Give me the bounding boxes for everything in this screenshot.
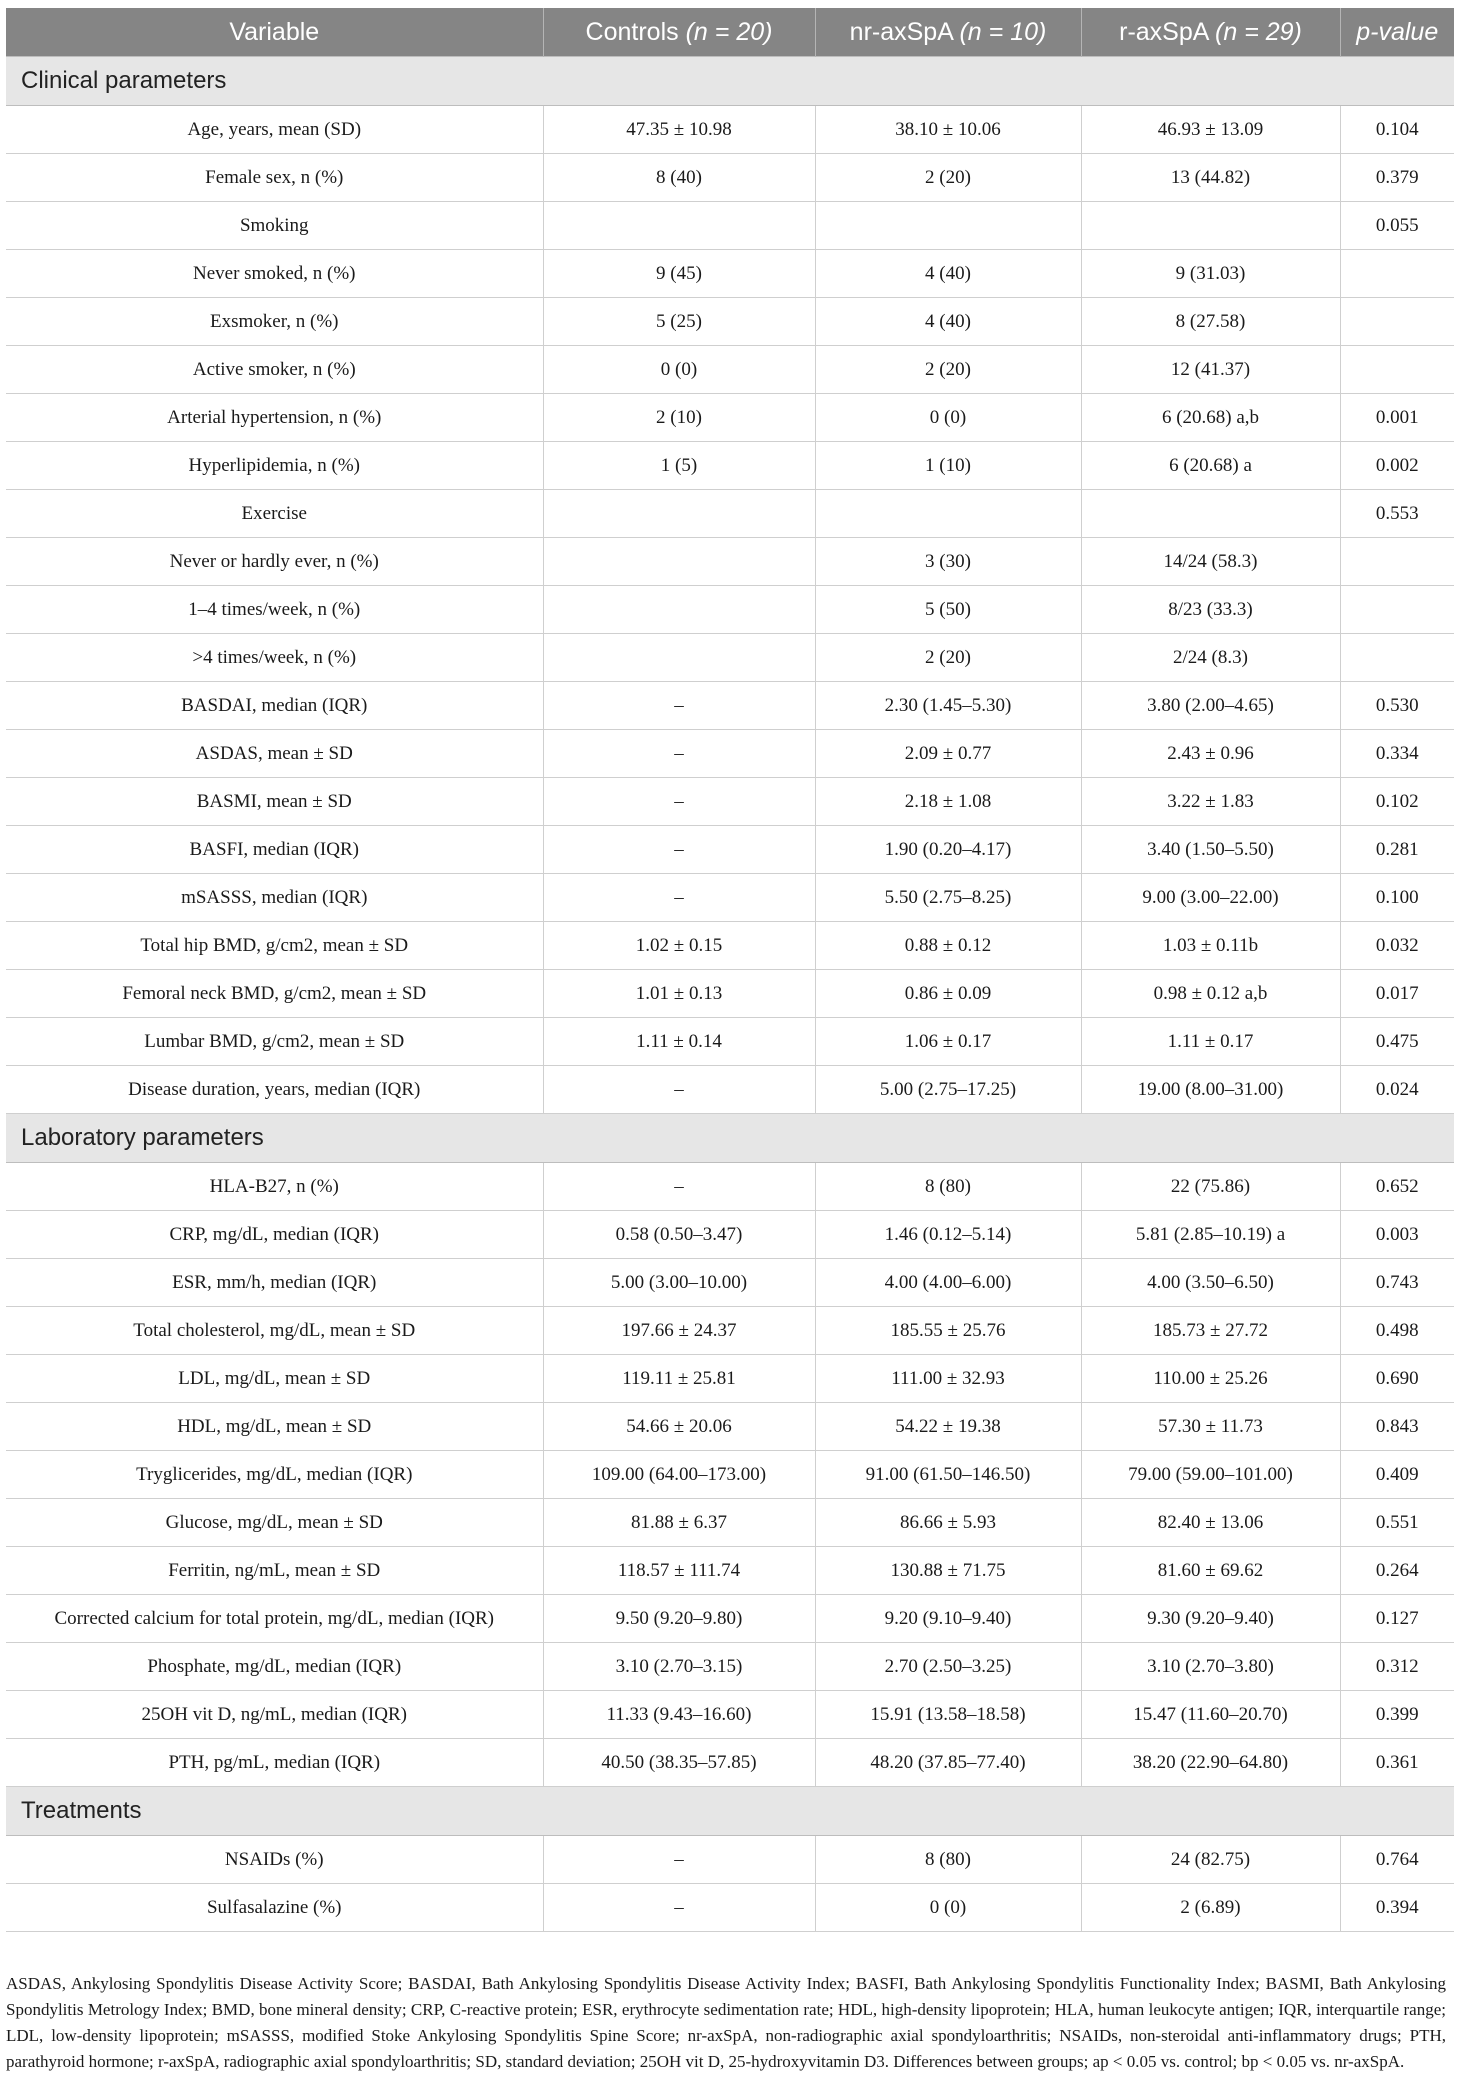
p-value bbox=[1340, 298, 1454, 346]
row-label: Disease duration, years, median (IQR) bbox=[6, 1066, 543, 1114]
nr-axspa-value: 91.00 (61.50–146.50) bbox=[815, 1451, 1081, 1499]
header-p-value: p-value bbox=[1340, 8, 1454, 57]
table-row bbox=[6, 1211, 1454, 1259]
nr-axspa-value: 2 (20) bbox=[815, 634, 1081, 682]
row-label: Sulfasalazine (%) bbox=[6, 1884, 543, 1932]
p-value: 0.551 bbox=[1340, 1499, 1454, 1547]
nr-axspa-value: 86.66 ± 5.93 bbox=[815, 1499, 1081, 1547]
nr-axspa-value: 5.50 (2.75–8.25) bbox=[815, 874, 1081, 922]
nr-axspa-value: 1.46 (0.12–5.14) bbox=[815, 1211, 1081, 1259]
r-axspa-value: 46.93 ± 13.09 bbox=[1081, 106, 1340, 154]
r-axspa-value: 38.20 (22.90–64.80) bbox=[1081, 1739, 1340, 1787]
table-row bbox=[6, 778, 1454, 826]
controls-value: – bbox=[543, 1066, 815, 1114]
r-axspa-value bbox=[1081, 490, 1340, 538]
section-title: Treatments bbox=[6, 1787, 1454, 1836]
row-label: Exsmoker, n (%) bbox=[6, 298, 543, 346]
table-row bbox=[6, 394, 1454, 442]
footnote-abbreviations: ASDAS, Ankylosing Spondylitis Disease Activity Score; BASDAI, Bath Ankylosing Spondylitis Disease Activity Index; BASFI, Bath Ankylosing Spondylitis Functionality Index; BASMI, Bath Ankylosing Spondylitis Metrology Index; BMD, bone mineral density; CRP, C-reactive protein; ESR, erythrocyte sedimentation rate; HDL, high-density lipoprotein; HLA, human leukocyte antigen; IQR, interquartile range; LDL, low-density lipoprotein; mSASSS, modified Stoke Ankylosing Spondylitis Spine Score; nr-axSpA, non-radiographic axial spondyloarthritis; NSAIDs, non-steroidal anti-inflammatory drugs; PTH, parathyroid hormone; r-axSpA, radiographic axial spondyloarthritis; SD, standard deviation; 25OH vit D, 25-hydroxyvitamin D3. bbox=[6, 1974, 1446, 2071]
p-value: 0.843 bbox=[1340, 1403, 1454, 1451]
r-axspa-value: 82.40 ± 13.06 bbox=[1081, 1499, 1340, 1547]
table-row bbox=[6, 538, 1454, 586]
nr-axspa-value: 48.20 (37.85–77.40) bbox=[815, 1739, 1081, 1787]
r-axspa-value bbox=[1081, 202, 1340, 250]
row-label: Glucose, mg/dL, mean ± SD bbox=[6, 1499, 543, 1547]
r-axspa-value: 9 (31.03) bbox=[1081, 250, 1340, 298]
r-axspa-value: 8/23 (33.3) bbox=[1081, 586, 1340, 634]
row-label: Active smoker, n (%) bbox=[6, 346, 543, 394]
nr-axspa-value: 1.90 (0.20–4.17) bbox=[815, 826, 1081, 874]
p-value: 0.001 bbox=[1340, 394, 1454, 442]
table-row bbox=[6, 1643, 1454, 1691]
nr-axspa-value bbox=[815, 202, 1081, 250]
header-nr-label: nr-axSpA bbox=[849, 17, 953, 46]
table-header bbox=[6, 8, 1454, 57]
p-value: 0.690 bbox=[1340, 1355, 1454, 1403]
p-value: 0.024 bbox=[1340, 1066, 1454, 1114]
r-axspa-value: 1.11 ± 0.17 bbox=[1081, 1018, 1340, 1066]
table-row bbox=[6, 586, 1454, 634]
row-label: ASDAS, mean ± SD bbox=[6, 730, 543, 778]
table-row bbox=[6, 1163, 1454, 1211]
row-label: Never or hardly ever, n (%) bbox=[6, 538, 543, 586]
controls-value: 118.57 ± 111.74 bbox=[543, 1547, 815, 1595]
controls-value: – bbox=[543, 1836, 815, 1884]
p-value bbox=[1340, 250, 1454, 298]
controls-value: 81.88 ± 6.37 bbox=[543, 1499, 815, 1547]
p-value: 0.003 bbox=[1340, 1211, 1454, 1259]
r-axspa-value: 2.43 ± 0.96 bbox=[1081, 730, 1340, 778]
header-r-axspa bbox=[1081, 8, 1340, 57]
table-row bbox=[6, 1018, 1454, 1066]
p-value: 0.409 bbox=[1340, 1451, 1454, 1499]
p-value: 0.017 bbox=[1340, 970, 1454, 1018]
row-label: 1–4 times/week, n (%) bbox=[6, 586, 543, 634]
nr-axspa-value: 1.06 ± 0.17 bbox=[815, 1018, 1081, 1066]
table-row bbox=[6, 1499, 1454, 1547]
table-row bbox=[6, 298, 1454, 346]
p-value: 0.530 bbox=[1340, 682, 1454, 730]
row-label: mSASSS, median (IQR) bbox=[6, 874, 543, 922]
p-value: 0.334 bbox=[1340, 730, 1454, 778]
row-label: LDL, mg/dL, mean ± SD bbox=[6, 1355, 543, 1403]
table-row bbox=[6, 442, 1454, 490]
p-value bbox=[1340, 586, 1454, 634]
row-label: >4 times/week, n (%) bbox=[6, 634, 543, 682]
p-value: 0.361 bbox=[1340, 1739, 1454, 1787]
p-value: 0.498 bbox=[1340, 1307, 1454, 1355]
header-controls bbox=[543, 8, 815, 57]
row-label: BASMI, mean ± SD bbox=[6, 778, 543, 826]
r-axspa-value: 24 (82.75) bbox=[1081, 1836, 1340, 1884]
r-axspa-value: 5.81 (2.85–10.19) a bbox=[1081, 1211, 1340, 1259]
table-row bbox=[6, 1884, 1454, 1932]
r-axspa-value: 81.60 ± 69.62 bbox=[1081, 1547, 1340, 1595]
table-row bbox=[6, 874, 1454, 922]
controls-value: – bbox=[543, 1884, 815, 1932]
p-value: 0.475 bbox=[1340, 1018, 1454, 1066]
p-value: 0.032 bbox=[1340, 922, 1454, 970]
section-header bbox=[6, 57, 1454, 106]
table-row bbox=[6, 634, 1454, 682]
header-controls-label: Controls bbox=[585, 17, 679, 46]
controls-value: 1.01 ± 0.13 bbox=[543, 970, 815, 1018]
section-title: Clinical parameters bbox=[6, 57, 1454, 106]
row-label: Femoral neck BMD, g/cm2, mean ± SD bbox=[6, 970, 543, 1018]
p-value: 0.379 bbox=[1340, 154, 1454, 202]
table-row bbox=[6, 1355, 1454, 1403]
table-row bbox=[6, 682, 1454, 730]
table-footnote bbox=[6, 1971, 1446, 2075]
r-axspa-value: 13 (44.82) bbox=[1081, 154, 1340, 202]
r-axspa-value: 57.30 ± 11.73 bbox=[1081, 1403, 1340, 1451]
row-label: Age, years, mean (SD) bbox=[6, 106, 543, 154]
r-axspa-value: 9.00 (3.00–22.00) bbox=[1081, 874, 1340, 922]
section-header bbox=[6, 1114, 1454, 1163]
r-axspa-value: 9.30 (9.20–9.40) bbox=[1081, 1595, 1340, 1643]
p-value: 0.312 bbox=[1340, 1643, 1454, 1691]
row-label: ESR, mm/h, median (IQR) bbox=[6, 1259, 543, 1307]
controls-value: – bbox=[543, 874, 815, 922]
controls-value bbox=[543, 202, 815, 250]
footnote-differences: Differences between groups; ap < 0.05 vs. control; bp < 0.05 vs. nr-axSpA. bbox=[893, 2052, 1405, 2071]
nr-axspa-value: 0.86 ± 0.09 bbox=[815, 970, 1081, 1018]
table-row bbox=[6, 1836, 1454, 1884]
table-row bbox=[6, 202, 1454, 250]
p-value: 0.553 bbox=[1340, 490, 1454, 538]
nr-axspa-value: 4 (40) bbox=[815, 250, 1081, 298]
nr-axspa-value: 2 (20) bbox=[815, 346, 1081, 394]
p-value: 0.264 bbox=[1340, 1547, 1454, 1595]
nr-axspa-value: 2.09 ± 0.77 bbox=[815, 730, 1081, 778]
r-axspa-value: 6 (20.68) a,b bbox=[1081, 394, 1340, 442]
row-label: Total cholesterol, mg/dL, mean ± SD bbox=[6, 1307, 543, 1355]
nr-axspa-value: 2.18 ± 1.08 bbox=[815, 778, 1081, 826]
r-axspa-value: 2 (6.89) bbox=[1081, 1884, 1340, 1932]
row-label: HDL, mg/dL, mean ± SD bbox=[6, 1403, 543, 1451]
row-label: BASFI, median (IQR) bbox=[6, 826, 543, 874]
table-row bbox=[6, 1403, 1454, 1451]
r-axspa-value: 19.00 (8.00–31.00) bbox=[1081, 1066, 1340, 1114]
row-label: 25OH vit D, ng/mL, median (IQR) bbox=[6, 1691, 543, 1739]
table-row bbox=[6, 1547, 1454, 1595]
nr-axspa-value: 130.88 ± 71.75 bbox=[815, 1547, 1081, 1595]
r-axspa-value: 3.80 (2.00–4.65) bbox=[1081, 682, 1340, 730]
row-label: Never smoked, n (%) bbox=[6, 250, 543, 298]
controls-value: 197.66 ± 24.37 bbox=[543, 1307, 815, 1355]
r-axspa-value: 3.10 (2.70–3.80) bbox=[1081, 1643, 1340, 1691]
row-label: Ferritin, ng/mL, mean ± SD bbox=[6, 1547, 543, 1595]
row-label: Corrected calcium for total protein, mg/dL, median (IQR) bbox=[6, 1595, 543, 1643]
r-axspa-value: 14/24 (58.3) bbox=[1081, 538, 1340, 586]
controls-value: 11.33 (9.43–16.60) bbox=[543, 1691, 815, 1739]
controls-value: 2 (10) bbox=[543, 394, 815, 442]
controls-value: 1.02 ± 0.15 bbox=[543, 922, 815, 970]
row-label: NSAIDs (%) bbox=[6, 1836, 543, 1884]
r-axspa-value: 3.40 (1.50–5.50) bbox=[1081, 826, 1340, 874]
r-axspa-value: 1.03 ± 0.11b bbox=[1081, 922, 1340, 970]
row-label: Arterial hypertension, n (%) bbox=[6, 394, 543, 442]
header-controls-n: (n = 20) bbox=[685, 17, 773, 46]
nr-axspa-value bbox=[815, 490, 1081, 538]
row-label: PTH, pg/mL, median (IQR) bbox=[6, 1739, 543, 1787]
table-row bbox=[6, 826, 1454, 874]
nr-axspa-value: 2 (20) bbox=[815, 154, 1081, 202]
r-axspa-value: 22 (75.86) bbox=[1081, 1163, 1340, 1211]
table-row bbox=[6, 970, 1454, 1018]
row-label: Hyperlipidemia, n (%) bbox=[6, 442, 543, 490]
nr-axspa-value: 4 (40) bbox=[815, 298, 1081, 346]
nr-axspa-value: 0 (0) bbox=[815, 1884, 1081, 1932]
p-value: 0.281 bbox=[1340, 826, 1454, 874]
controls-value: 1.11 ± 0.14 bbox=[543, 1018, 815, 1066]
table-row bbox=[6, 1307, 1454, 1355]
row-label: HLA-B27, n (%) bbox=[6, 1163, 543, 1211]
table-row bbox=[6, 1595, 1454, 1643]
controls-value: 5.00 (3.00–10.00) bbox=[543, 1259, 815, 1307]
table-row bbox=[6, 490, 1454, 538]
r-axspa-value: 185.73 ± 27.72 bbox=[1081, 1307, 1340, 1355]
table-row bbox=[6, 1739, 1454, 1787]
header-nr-n: (n = 10) bbox=[959, 17, 1047, 46]
nr-axspa-value: 5 (50) bbox=[815, 586, 1081, 634]
p-value bbox=[1340, 634, 1454, 682]
controls-value: – bbox=[543, 778, 815, 826]
nr-axspa-value: 0 (0) bbox=[815, 394, 1081, 442]
table-container bbox=[6, 8, 1454, 1932]
table-row bbox=[6, 346, 1454, 394]
section-header bbox=[6, 1787, 1454, 1836]
p-value: 0.100 bbox=[1340, 874, 1454, 922]
table-row bbox=[6, 1259, 1454, 1307]
nr-axspa-value: 0.88 ± 0.12 bbox=[815, 922, 1081, 970]
table-row bbox=[6, 730, 1454, 778]
controls-value: – bbox=[543, 730, 815, 778]
p-value: 0.743 bbox=[1340, 1259, 1454, 1307]
controls-value bbox=[543, 586, 815, 634]
p-value: 0.104 bbox=[1340, 106, 1454, 154]
nr-axspa-value: 185.55 ± 25.76 bbox=[815, 1307, 1081, 1355]
nr-axspa-value: 4.00 (4.00–6.00) bbox=[815, 1259, 1081, 1307]
table-row bbox=[6, 1066, 1454, 1114]
header-r-n: (n = 29) bbox=[1215, 17, 1302, 46]
table-row bbox=[6, 250, 1454, 298]
nr-axspa-value: 111.00 ± 32.93 bbox=[815, 1355, 1081, 1403]
nr-axspa-value: 3 (30) bbox=[815, 538, 1081, 586]
row-label: Total hip BMD, g/cm2, mean ± SD bbox=[6, 922, 543, 970]
p-value: 0.652 bbox=[1340, 1163, 1454, 1211]
controls-value bbox=[543, 490, 815, 538]
controls-value bbox=[543, 538, 815, 586]
row-label: Smoking bbox=[6, 202, 543, 250]
row-label: BASDAI, median (IQR) bbox=[6, 682, 543, 730]
nr-axspa-value: 5.00 (2.75–17.25) bbox=[815, 1066, 1081, 1114]
nr-axspa-value: 2.70 (2.50–3.25) bbox=[815, 1643, 1081, 1691]
p-value: 0.764 bbox=[1340, 1836, 1454, 1884]
p-value: 0.002 bbox=[1340, 442, 1454, 490]
r-axspa-value: 8 (27.58) bbox=[1081, 298, 1340, 346]
p-value: 0.102 bbox=[1340, 778, 1454, 826]
row-label: Lumbar BMD, g/cm2, mean ± SD bbox=[6, 1018, 543, 1066]
row-label: Phosphate, mg/dL, median (IQR) bbox=[6, 1643, 543, 1691]
table-row bbox=[6, 154, 1454, 202]
r-axspa-value: 79.00 (59.00–101.00) bbox=[1081, 1451, 1340, 1499]
r-axspa-value: 6 (20.68) a bbox=[1081, 442, 1340, 490]
p-value bbox=[1340, 538, 1454, 586]
controls-value: – bbox=[543, 1163, 815, 1211]
section-title: Laboratory parameters bbox=[6, 1114, 1454, 1163]
data-table bbox=[6, 8, 1454, 1932]
nr-axspa-value: 15.91 (13.58–18.58) bbox=[815, 1691, 1081, 1739]
controls-value: 47.35 ± 10.98 bbox=[543, 106, 815, 154]
controls-value bbox=[543, 634, 815, 682]
header-nr-axspa bbox=[815, 8, 1081, 57]
controls-value: 40.50 (38.35–57.85) bbox=[543, 1739, 815, 1787]
r-axspa-value: 15.47 (11.60–20.70) bbox=[1081, 1691, 1340, 1739]
row-label: Female sex, n (%) bbox=[6, 154, 543, 202]
p-value: 0.055 bbox=[1340, 202, 1454, 250]
controls-value: 8 (40) bbox=[543, 154, 815, 202]
table-row bbox=[6, 106, 1454, 154]
nr-axspa-value: 8 (80) bbox=[815, 1836, 1081, 1884]
table-row bbox=[6, 1691, 1454, 1739]
p-value: 0.399 bbox=[1340, 1691, 1454, 1739]
table-row bbox=[6, 1451, 1454, 1499]
r-axspa-value: 12 (41.37) bbox=[1081, 346, 1340, 394]
nr-axspa-value: 8 (80) bbox=[815, 1163, 1081, 1211]
nr-axspa-value: 2.30 (1.45–5.30) bbox=[815, 682, 1081, 730]
p-value: 0.394 bbox=[1340, 1884, 1454, 1932]
controls-value: 54.66 ± 20.06 bbox=[543, 1403, 815, 1451]
controls-value: – bbox=[543, 682, 815, 730]
controls-value: 0 (0) bbox=[543, 346, 815, 394]
r-axspa-value: 4.00 (3.50–6.50) bbox=[1081, 1259, 1340, 1307]
controls-value: 9 (45) bbox=[543, 250, 815, 298]
r-axspa-value: 110.00 ± 25.26 bbox=[1081, 1355, 1340, 1403]
controls-value: 119.11 ± 25.81 bbox=[543, 1355, 815, 1403]
table-row bbox=[6, 922, 1454, 970]
header-r-label: r-axSpA bbox=[1119, 17, 1209, 46]
nr-axspa-value: 1 (10) bbox=[815, 442, 1081, 490]
row-label: Exercise bbox=[6, 490, 543, 538]
controls-value: 9.50 (9.20–9.80) bbox=[543, 1595, 815, 1643]
p-value bbox=[1340, 346, 1454, 394]
p-value: 0.127 bbox=[1340, 1595, 1454, 1643]
row-label: Tryglicerides, mg/dL, median (IQR) bbox=[6, 1451, 543, 1499]
nr-axspa-value: 54.22 ± 19.38 bbox=[815, 1403, 1081, 1451]
controls-value: 5 (25) bbox=[543, 298, 815, 346]
row-label: CRP, mg/dL, median (IQR) bbox=[6, 1211, 543, 1259]
r-axspa-value: 0.98 ± 0.12 a,b bbox=[1081, 970, 1340, 1018]
nr-axspa-value: 38.10 ± 10.06 bbox=[815, 106, 1081, 154]
controls-value: 0.58 (0.50–3.47) bbox=[543, 1211, 815, 1259]
controls-value: 109.00 (64.00–173.00) bbox=[543, 1451, 815, 1499]
controls-value: 1 (5) bbox=[543, 442, 815, 490]
controls-value: – bbox=[543, 826, 815, 874]
header-variable: Variable bbox=[6, 8, 543, 57]
r-axspa-value: 2/24 (8.3) bbox=[1081, 634, 1340, 682]
controls-value: 3.10 (2.70–3.15) bbox=[543, 1643, 815, 1691]
nr-axspa-value: 9.20 (9.10–9.40) bbox=[815, 1595, 1081, 1643]
r-axspa-value: 3.22 ± 1.83 bbox=[1081, 778, 1340, 826]
